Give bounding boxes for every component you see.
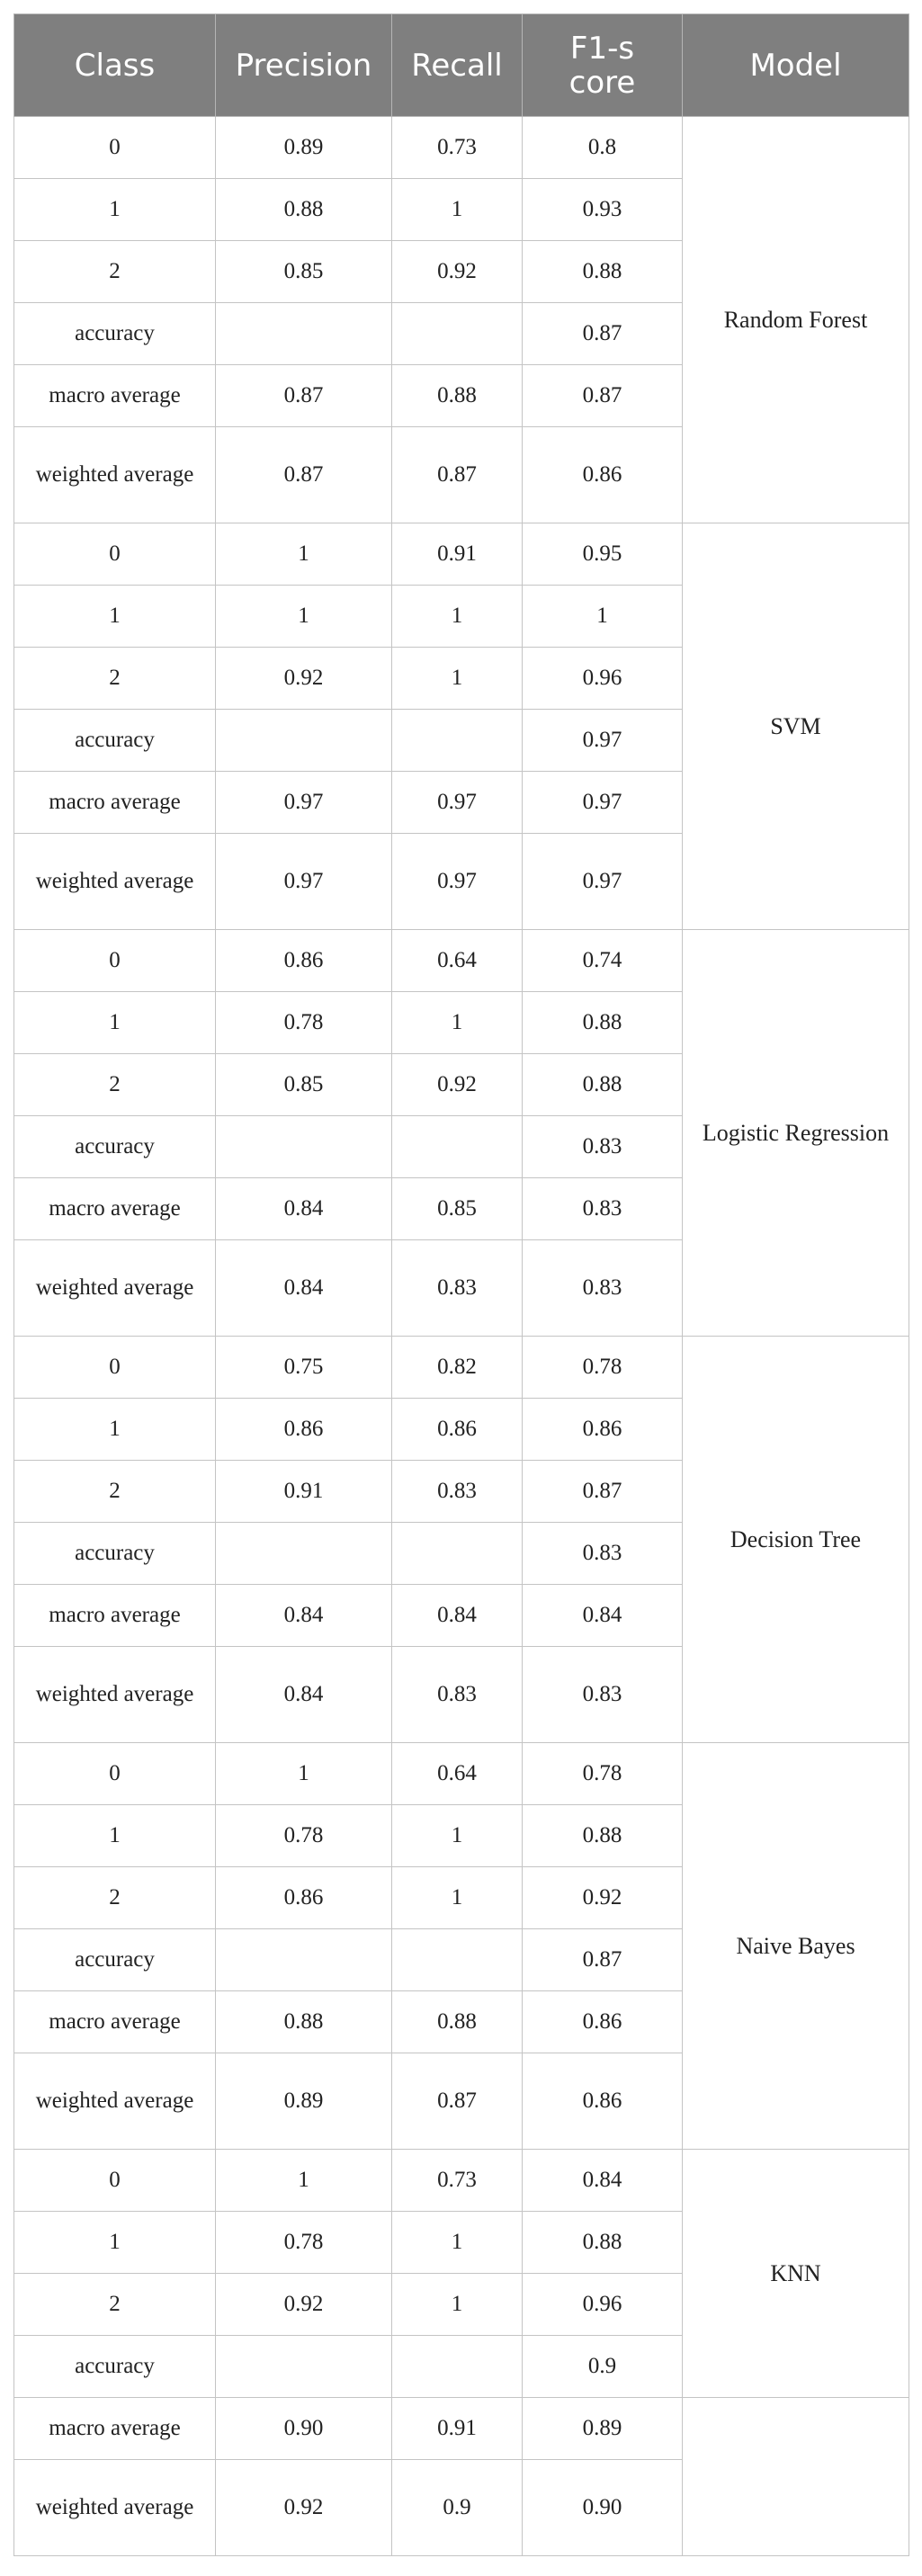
precision-cell: 0.87 xyxy=(216,427,392,523)
precision-cell: 0.97 xyxy=(216,834,392,930)
f1-score-cell: 0.74 xyxy=(523,930,683,992)
class-cell: 0 xyxy=(14,2150,216,2212)
precision-cell: 0.86 xyxy=(216,1399,392,1461)
recall-cell: 0.88 xyxy=(392,365,523,427)
class-cell: 1 xyxy=(14,992,216,1054)
precision-cell: 0.92 xyxy=(216,2274,392,2336)
recall-cell: 0.97 xyxy=(392,834,523,930)
precision-cell: 0.84 xyxy=(216,1585,392,1647)
class-cell: accuracy xyxy=(14,1116,216,1178)
f1-score-cell: 0.83 xyxy=(523,1647,683,1743)
recall-cell: 0.85 xyxy=(392,1178,523,1240)
class-cell: 1 xyxy=(14,1805,216,1867)
table-row xyxy=(14,930,909,992)
f1-score-cell: 0.90 xyxy=(523,2460,683,2556)
model-cell: Logistic Regression xyxy=(683,930,909,1337)
f1-score-cell: 0.87 xyxy=(523,365,683,427)
class-cell: macro average xyxy=(14,772,216,834)
table-row xyxy=(14,1337,909,1399)
model-cell: SVM xyxy=(683,523,909,930)
f1-score-cell: 0.84 xyxy=(523,2150,683,2212)
precision-cell: 0.85 xyxy=(216,1054,392,1116)
f1-score-cell: 0.83 xyxy=(523,1523,683,1585)
precision-cell: 1 xyxy=(216,586,392,648)
f1-score-cell: 0.97 xyxy=(523,772,683,834)
recall-cell xyxy=(392,1523,523,1585)
f1-score-cell: 0.84 xyxy=(523,1585,683,1647)
precision-cell xyxy=(216,1116,392,1178)
f1-score-cell: 0.86 xyxy=(523,1399,683,1461)
precision-cell: 0.92 xyxy=(216,2460,392,2556)
f1-score-cell: 0.83 xyxy=(523,1240,683,1337)
f1-score-cell: 0.8 xyxy=(523,117,683,179)
precision-cell xyxy=(216,303,392,365)
class-cell: macro average xyxy=(14,1178,216,1240)
recall-cell: 0.83 xyxy=(392,1240,523,1337)
recall-cell: 1 xyxy=(392,648,523,710)
precision-cell: 1 xyxy=(216,2150,392,2212)
f1-score-cell: 1 xyxy=(523,586,683,648)
class-cell: accuracy xyxy=(14,1523,216,1585)
class-cell: accuracy xyxy=(14,303,216,365)
class-cell: macro average xyxy=(14,1991,216,2053)
f1-score-cell: 0.86 xyxy=(523,427,683,523)
precision-cell xyxy=(216,710,392,772)
class-cell: 2 xyxy=(14,241,216,303)
precision-cell xyxy=(216,1929,392,1991)
precision-cell: 0.89 xyxy=(216,2053,392,2150)
f1-score-cell: 0.87 xyxy=(523,1929,683,1991)
table-body xyxy=(14,117,909,2556)
f1-score-cell: 0.97 xyxy=(523,834,683,930)
model-cell: Naive Bayes xyxy=(683,1743,909,2150)
table-header xyxy=(14,14,909,117)
class-cell: 1 xyxy=(14,1399,216,1461)
precision-cell xyxy=(216,2336,392,2398)
f1-score-cell: 0.9 xyxy=(523,2336,683,2398)
precision-cell: 0.75 xyxy=(216,1337,392,1399)
precision-cell xyxy=(216,1523,392,1585)
f1-score-cell: 0.78 xyxy=(523,1743,683,1805)
precision-cell: 0.78 xyxy=(216,992,392,1054)
header-recall: Recall xyxy=(392,14,523,117)
recall-cell xyxy=(392,710,523,772)
f1-score-cell: 0.87 xyxy=(523,1461,683,1523)
f1-score-cell: 0.83 xyxy=(523,1116,683,1178)
class-cell: weighted average xyxy=(14,2460,216,2556)
recall-cell: 0.73 xyxy=(392,117,523,179)
recall-cell: 0.92 xyxy=(392,1054,523,1116)
recall-cell: 1 xyxy=(392,179,523,241)
header-f1-score xyxy=(523,14,683,117)
f1-score-cell: 0.83 xyxy=(523,1178,683,1240)
recall-cell: 0.87 xyxy=(392,427,523,523)
class-cell: 2 xyxy=(14,1054,216,1116)
class-cell: 2 xyxy=(14,648,216,710)
recall-cell: 1 xyxy=(392,1805,523,1867)
recall-cell: 0.83 xyxy=(392,1461,523,1523)
model-cell: Decision Tree xyxy=(683,1337,909,1743)
recall-cell xyxy=(392,1116,523,1178)
model-cell xyxy=(683,2398,909,2556)
f1-score-cell: 0.87 xyxy=(523,303,683,365)
f1-score-cell: 0.88 xyxy=(523,2212,683,2274)
header-f1-label: F1-score xyxy=(568,30,636,101)
class-cell: 0 xyxy=(14,930,216,992)
f1-score-cell: 0.96 xyxy=(523,648,683,710)
recall-cell: 0.84 xyxy=(392,1585,523,1647)
class-cell: 0 xyxy=(14,1743,216,1805)
header-class: Class xyxy=(14,14,216,117)
class-cell: macro average xyxy=(14,2398,216,2460)
model-cell: Random Forest xyxy=(683,117,909,523)
recall-cell: 0.91 xyxy=(392,2398,523,2460)
recall-cell: 0.86 xyxy=(392,1399,523,1461)
recall-cell xyxy=(392,1929,523,1991)
precision-cell: 0.87 xyxy=(216,365,392,427)
table-row xyxy=(14,2150,909,2212)
precision-cell: 0.78 xyxy=(216,2212,392,2274)
class-cell: macro average xyxy=(14,365,216,427)
class-cell: weighted average xyxy=(14,1240,216,1337)
precision-cell: 0.88 xyxy=(216,179,392,241)
recall-cell: 0.73 xyxy=(392,2150,523,2212)
class-cell: macro average xyxy=(14,1585,216,1647)
class-cell: 2 xyxy=(14,1461,216,1523)
f1-score-cell: 0.88 xyxy=(523,1805,683,1867)
recall-cell: 0.64 xyxy=(392,930,523,992)
class-cell: 0 xyxy=(14,117,216,179)
metrics-table xyxy=(13,13,909,2556)
class-cell: 2 xyxy=(14,1867,216,1929)
recall-cell: 1 xyxy=(392,2212,523,2274)
precision-cell: 0.88 xyxy=(216,1991,392,2053)
recall-cell: 0.91 xyxy=(392,523,523,586)
f1-score-cell: 0.89 xyxy=(523,2398,683,2460)
recall-cell xyxy=(392,303,523,365)
f1-score-cell: 0.96 xyxy=(523,2274,683,2336)
precision-cell: 0.86 xyxy=(216,1867,392,1929)
recall-cell: 1 xyxy=(392,1867,523,1929)
header-precision: Precision xyxy=(216,14,392,117)
recall-cell: 0.83 xyxy=(392,1647,523,1743)
f1-score-cell: 0.93 xyxy=(523,179,683,241)
f1-score-cell: 0.95 xyxy=(523,523,683,586)
recall-cell: 1 xyxy=(392,2274,523,2336)
table-row xyxy=(14,117,909,179)
recall-cell: 0.88 xyxy=(392,1991,523,2053)
header-row xyxy=(14,14,909,117)
precision-cell: 0.97 xyxy=(216,772,392,834)
class-cell: accuracy xyxy=(14,1929,216,1991)
f1-score-cell: 0.97 xyxy=(523,710,683,772)
recall-cell: 0.82 xyxy=(392,1337,523,1399)
precision-cell: 0.84 xyxy=(216,1178,392,1240)
class-cell: weighted average xyxy=(14,2053,216,2150)
class-cell: weighted average xyxy=(14,427,216,523)
f1-score-cell: 0.92 xyxy=(523,1867,683,1929)
f1-score-cell: 0.88 xyxy=(523,992,683,1054)
f1-score-cell: 0.88 xyxy=(523,1054,683,1116)
f1-score-cell: 0.88 xyxy=(523,241,683,303)
precision-cell: 0.92 xyxy=(216,648,392,710)
table-row xyxy=(14,2398,909,2460)
recall-cell: 0.64 xyxy=(392,1743,523,1805)
class-cell: 0 xyxy=(14,1337,216,1399)
class-cell: weighted average xyxy=(14,1647,216,1743)
class-cell: 1 xyxy=(14,2212,216,2274)
precision-cell: 0.86 xyxy=(216,930,392,992)
class-cell: accuracy xyxy=(14,710,216,772)
class-cell: 2 xyxy=(14,2274,216,2336)
f1-score-cell: 0.78 xyxy=(523,1337,683,1399)
recall-cell xyxy=(392,2336,523,2398)
class-cell: 0 xyxy=(14,523,216,586)
recall-cell: 1 xyxy=(392,586,523,648)
precision-cell: 0.84 xyxy=(216,1240,392,1337)
class-cell: weighted average xyxy=(14,834,216,930)
precision-cell: 1 xyxy=(216,1743,392,1805)
recall-cell: 1 xyxy=(392,992,523,1054)
f1-score-cell: 0.86 xyxy=(523,2053,683,2150)
recall-cell: 0.87 xyxy=(392,2053,523,2150)
class-cell: 1 xyxy=(14,586,216,648)
precision-cell: 0.91 xyxy=(216,1461,392,1523)
recall-cell: 0.97 xyxy=(392,772,523,834)
precision-cell: 0.84 xyxy=(216,1647,392,1743)
table-row xyxy=(14,523,909,586)
recall-cell: 0.9 xyxy=(392,2460,523,2556)
precision-cell: 0.78 xyxy=(216,1805,392,1867)
class-cell: accuracy xyxy=(14,2336,216,2398)
precision-cell: 0.90 xyxy=(216,2398,392,2460)
precision-cell: 1 xyxy=(216,523,392,586)
model-cell: KNN xyxy=(683,2150,909,2398)
table-row xyxy=(14,1743,909,1805)
precision-cell: 0.89 xyxy=(216,117,392,179)
class-cell: 1 xyxy=(14,179,216,241)
precision-cell: 0.85 xyxy=(216,241,392,303)
recall-cell: 0.92 xyxy=(392,241,523,303)
f1-score-cell: 0.86 xyxy=(523,1991,683,2053)
header-model: Model xyxy=(683,14,909,117)
